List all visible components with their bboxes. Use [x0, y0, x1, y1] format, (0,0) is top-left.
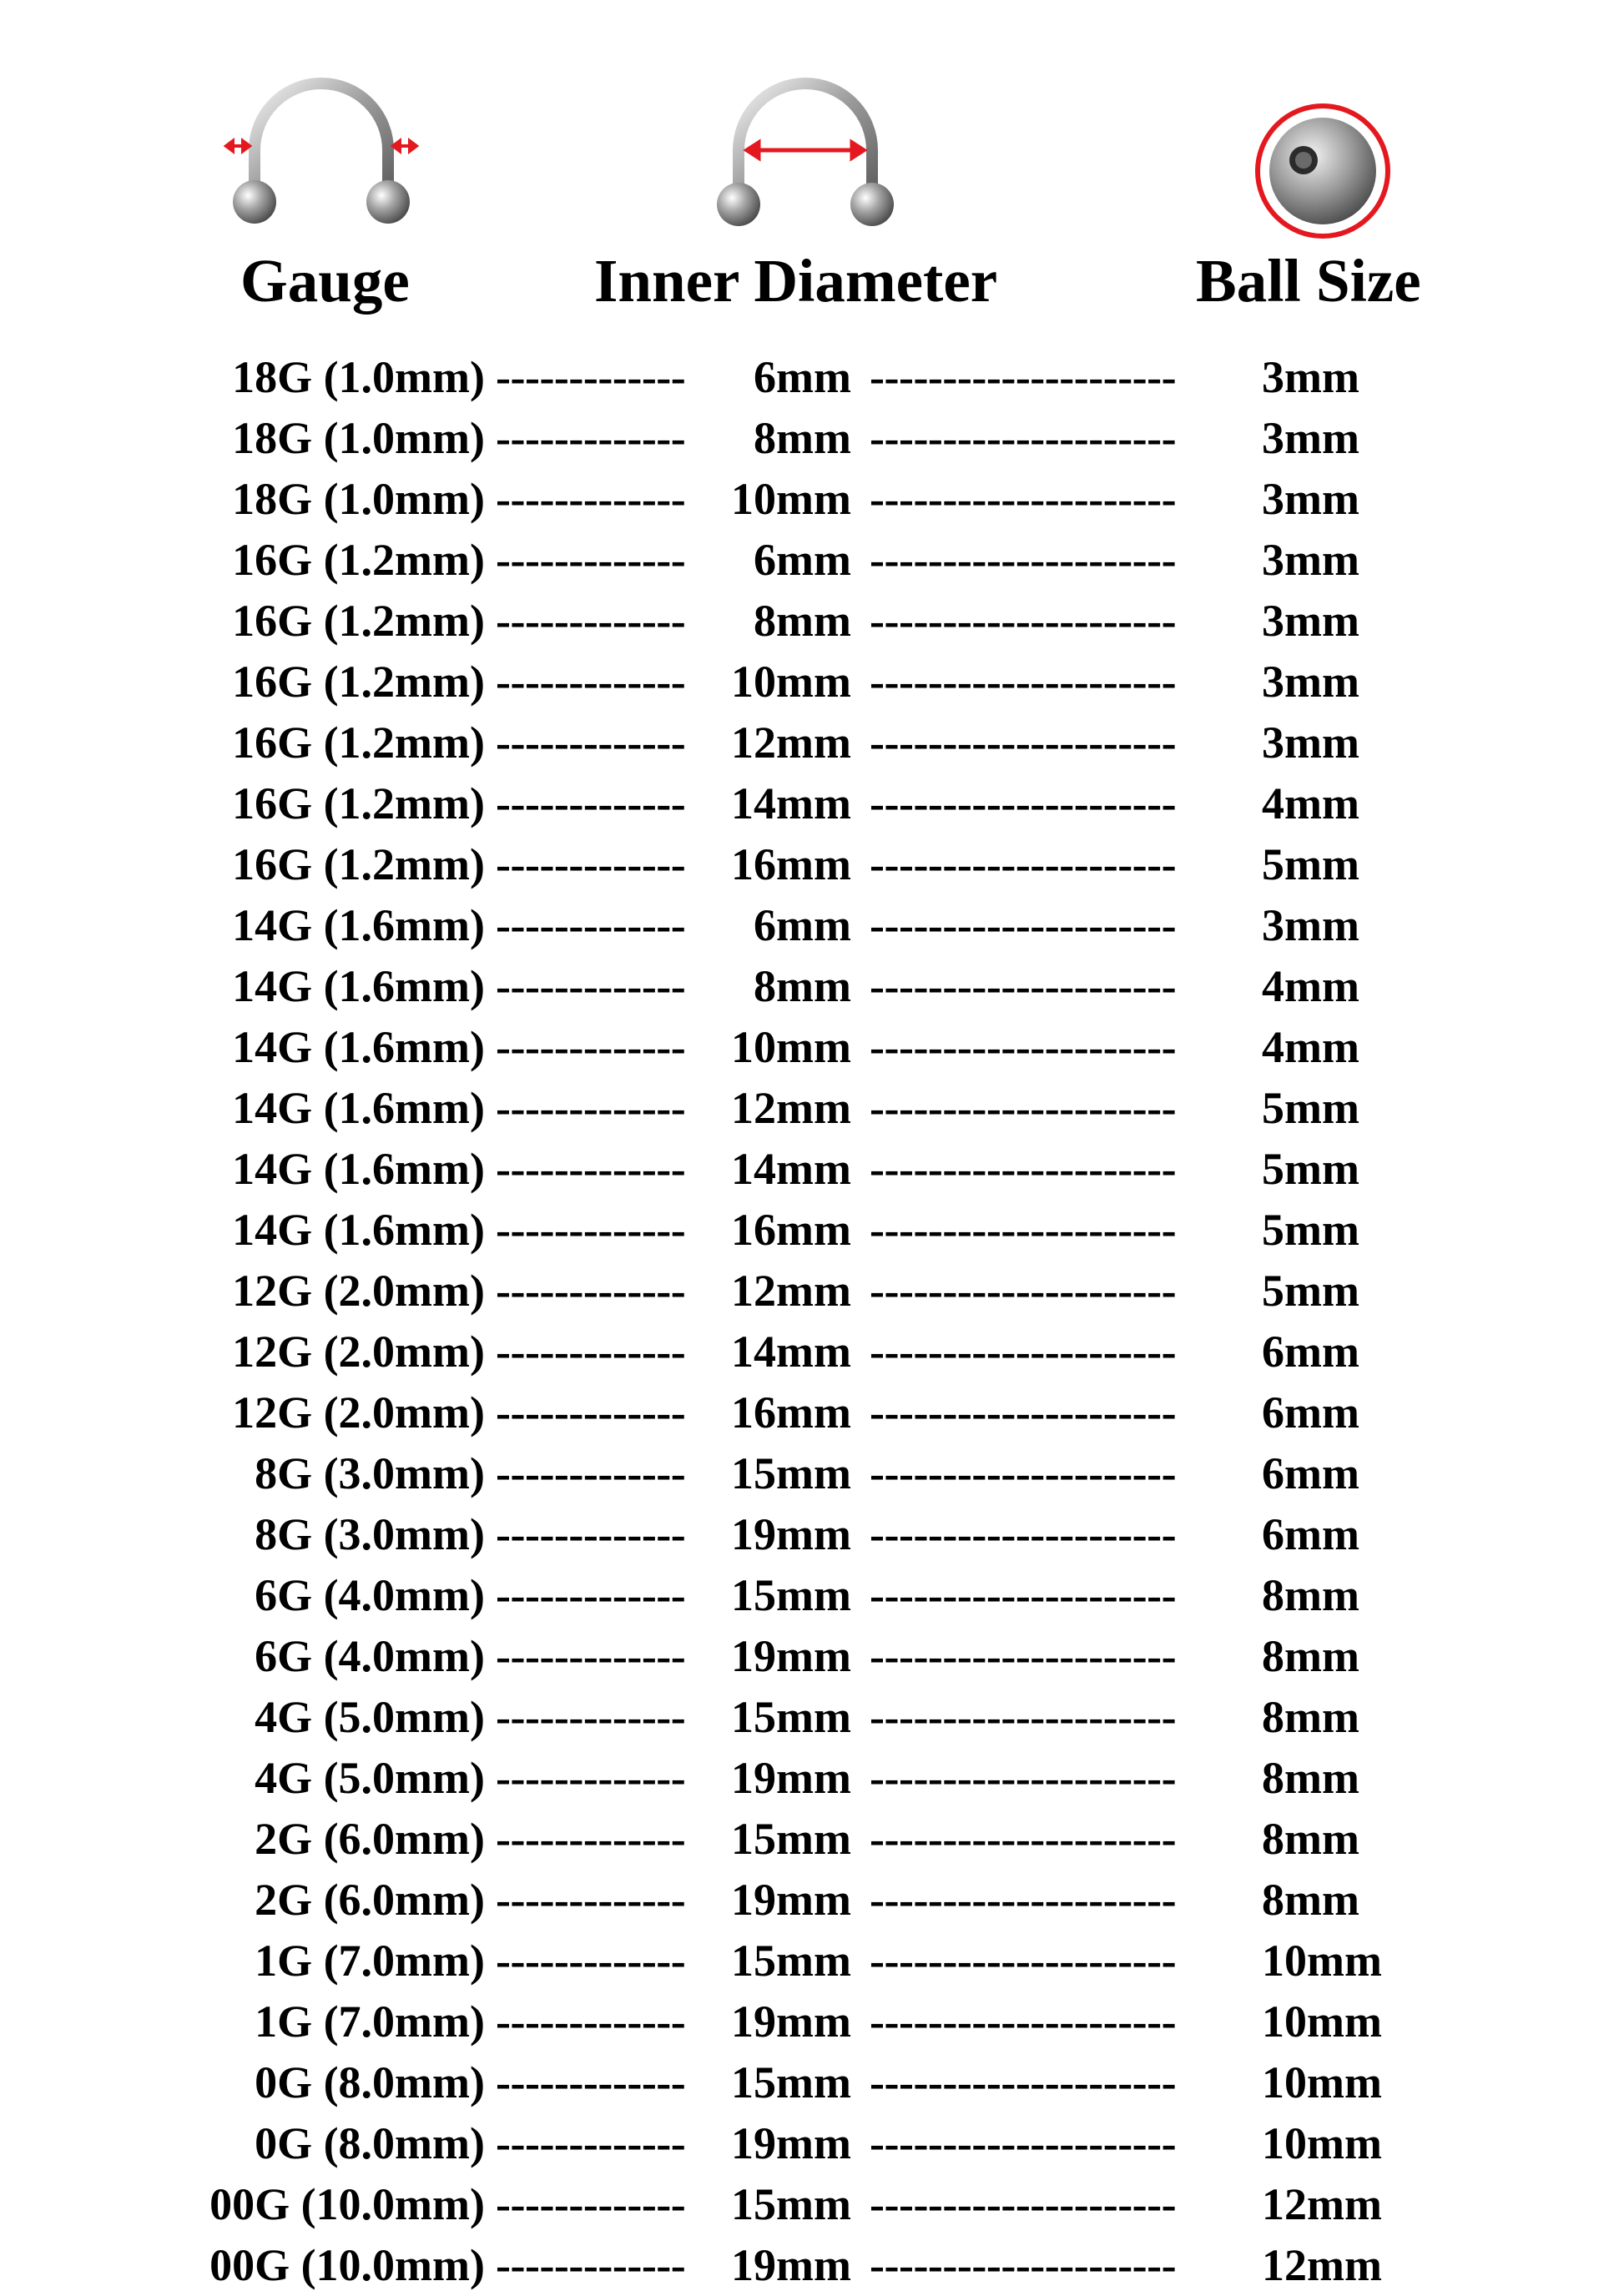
horseshoe-ring-inner-diameter-icon [705, 67, 905, 250]
size-row [0, 895, 1624, 956]
dash-separator: ------------- [496, 1753, 686, 1803]
ball-size-value: 10mm [1262, 2118, 1382, 2168]
ball-size-value: 3mm [1262, 413, 1359, 463]
dash-separator: ------------- [496, 961, 686, 1011]
ball-size-value: 5mm [1262, 1205, 1359, 1255]
ball-size-value: 5mm [1262, 1083, 1359, 1133]
dash-separator: ------------- [496, 535, 686, 585]
gauge-value: 14G (1.6mm) [232, 900, 485, 950]
size-row [0, 1870, 1624, 1931]
ball-size-value: 4mm [1262, 1022, 1359, 1072]
size-row [0, 408, 1624, 469]
ball-size-value: 3mm [1262, 718, 1359, 768]
dash-separator: --------------------- [870, 2057, 1177, 2107]
gauge-value: 6G (4.0mm) [255, 1631, 485, 1681]
dash-separator: ------------- [496, 1022, 686, 1072]
gauge-value: 12G (2.0mm) [232, 1327, 485, 1377]
ball-size-value: 4mm [1262, 961, 1359, 1011]
size-row [0, 652, 1624, 712]
ball-size-value: 10mm [1262, 1996, 1382, 2047]
gauge-value: 6G (4.0mm) [255, 1570, 485, 1620]
ball-size-value: 10mm [1262, 2057, 1382, 2107]
dash-separator: --------------------- [870, 657, 1177, 707]
dash-separator: --------------------- [870, 1266, 1177, 1316]
gauge-value: 16G (1.2mm) [232, 657, 485, 707]
ball-size-value: 4mm [1262, 778, 1359, 828]
inner-diameter-value: 19mm [731, 1875, 851, 1925]
inner-diameter-value: 15mm [731, 1692, 851, 1742]
ball-size-value: 12mm [1262, 2240, 1382, 2290]
dash-separator: ------------- [496, 1448, 686, 1498]
inner-diameter-value: 16mm [731, 1205, 851, 1255]
dash-separator: ------------- [496, 474, 686, 524]
gauge-value: 00G (10.0mm) [209, 2179, 485, 2229]
inner-diameter-value: 8mm [754, 596, 851, 646]
dash-separator: ------------- [496, 1144, 686, 1194]
dash-separator: ------------- [496, 718, 686, 768]
ball-size-header: Ball Size [1196, 247, 1421, 315]
inner-diameter-value: 16mm [731, 839, 851, 889]
size-row [0, 2113, 1624, 2174]
inner-diameter-value: 15mm [731, 1814, 851, 1864]
gauge-value: 2G (6.0mm) [255, 1814, 485, 1864]
gauge-value: 2G (6.0mm) [255, 1875, 485, 1925]
dash-separator: ------------- [496, 1875, 686, 1925]
size-row [0, 1200, 1624, 1261]
gauge-value: 14G (1.6mm) [232, 1144, 485, 1194]
dash-separator: --------------------- [870, 1936, 1177, 1986]
inner-diameter-value: 15mm [731, 1936, 851, 1986]
ball-size-value: 8mm [1262, 1814, 1359, 1864]
gauge-value: 16G (1.2mm) [232, 839, 485, 889]
size-row [0, 1322, 1624, 1382]
size-row [0, 2235, 1624, 2296]
size-row [0, 1139, 1624, 1200]
inner-diameter-value: 12mm [731, 1083, 851, 1133]
gauge-value: 16G (1.2mm) [232, 778, 485, 828]
dash-separator: --------------------- [870, 1144, 1177, 1194]
dash-separator: --------------------- [870, 1753, 1177, 1803]
gauge-value: 16G (1.2mm) [232, 596, 485, 646]
gauge-value: 0G (8.0mm) [255, 2118, 485, 2168]
gauge-value: 14G (1.6mm) [232, 1022, 485, 1072]
inner-diameter-value: 16mm [731, 1387, 851, 1438]
inner-diameter-value: 12mm [731, 1266, 851, 1316]
dash-separator: ------------- [496, 2179, 686, 2229]
size-row [0, 1261, 1624, 1322]
size-row [0, 347, 1624, 408]
dash-separator: ------------- [496, 1996, 686, 2047]
dash-separator: ------------- [496, 778, 686, 828]
size-row [0, 591, 1624, 652]
size-row [0, 530, 1624, 591]
gauge-value: 14G (1.6mm) [232, 1083, 485, 1133]
dash-separator: ------------- [496, 900, 686, 950]
gauge-value: 8G (3.0mm) [255, 1448, 485, 1498]
inner-diameter-value: 15mm [731, 1570, 851, 1620]
dash-separator: --------------------- [870, 1205, 1177, 1255]
inner-diameter-value: 19mm [731, 1753, 851, 1803]
dash-separator: ------------- [496, 352, 686, 402]
gauge-value: 18G (1.0mm) [232, 413, 485, 463]
dash-separator: ------------- [496, 657, 686, 707]
gauge-value: 16G (1.2mm) [232, 718, 485, 768]
dash-separator: --------------------- [870, 1509, 1177, 1559]
dash-separator: ------------- [496, 1936, 686, 1986]
size-row [0, 956, 1624, 1017]
gauge-value: 4G (5.0mm) [255, 1753, 485, 1803]
gauge-value: 12G (2.0mm) [232, 1387, 485, 1438]
inner-diameter-value: 19mm [731, 2240, 851, 2290]
inner-diameter-value: 15mm [731, 2179, 851, 2229]
ball-size-value: 5mm [1262, 1144, 1359, 1194]
ball-size-value: 8mm [1262, 1875, 1359, 1925]
gauge-header: Gauge [240, 247, 410, 315]
dash-separator: --------------------- [870, 1083, 1177, 1133]
gauge-value: 1G (7.0mm) [255, 1936, 485, 1986]
size-row [0, 2174, 1624, 2235]
ball-size-value: 8mm [1262, 1631, 1359, 1681]
size-row [0, 1565, 1624, 1626]
gauge-value: 18G (1.0mm) [232, 474, 485, 524]
ball-size-value: 8mm [1262, 1753, 1359, 1803]
horseshoe-ring-gauge-icon [221, 58, 421, 250]
dash-separator: --------------------- [870, 2240, 1177, 2290]
size-row [0, 773, 1624, 834]
dash-separator: --------------------- [870, 596, 1177, 646]
size-row [0, 1382, 1624, 1443]
size-row [0, 1748, 1624, 1809]
inner-diameter-value: 19mm [731, 1996, 851, 2047]
dash-separator: ------------- [496, 1631, 686, 1681]
dash-separator: --------------------- [870, 1814, 1177, 1864]
dash-separator: --------------------- [870, 1022, 1177, 1072]
dash-separator: ------------- [496, 1509, 686, 1559]
size-row [0, 1504, 1624, 1565]
ball-size-value: 8mm [1262, 1692, 1359, 1742]
dash-separator: ------------- [496, 839, 686, 889]
dash-separator: --------------------- [870, 900, 1177, 950]
size-row [0, 2052, 1624, 2113]
gauge-value: 14G (1.6mm) [232, 961, 485, 1011]
gauge-value: 0G (8.0mm) [255, 2057, 485, 2107]
ball-size-value: 8mm [1262, 1570, 1359, 1620]
ball-size-value: 6mm [1262, 1448, 1359, 1498]
size-row [0, 1687, 1624, 1748]
size-row [0, 469, 1624, 530]
size-chart-table [0, 347, 1624, 2296]
inner-diameter-value: 19mm [731, 1509, 851, 1559]
inner-diameter-value: 19mm [731, 1631, 851, 1681]
size-row [0, 1017, 1624, 1078]
inner-diameter-value: 8mm [754, 961, 851, 1011]
dash-separator: --------------------- [870, 839, 1177, 889]
dash-separator: --------------------- [870, 2118, 1177, 2168]
ball-size-value: 3mm [1262, 657, 1359, 707]
gauge-value: 16G (1.2mm) [232, 535, 485, 585]
ball-size-value: 10mm [1262, 1936, 1382, 1986]
size-row [0, 1991, 1624, 2052]
dash-separator: --------------------- [870, 1875, 1177, 1925]
ball-size-value: 3mm [1262, 535, 1359, 585]
inner-diameter-value: 6mm [754, 900, 851, 950]
dash-separator: --------------------- [870, 535, 1177, 585]
inner-diameter-header: Inner Diameter [594, 247, 998, 315]
size-row [0, 1809, 1624, 1870]
dash-separator: --------------------- [870, 778, 1177, 828]
gauge-value: 4G (5.0mm) [255, 1692, 485, 1742]
dash-separator: --------------------- [870, 1570, 1177, 1620]
dash-separator: ------------- [496, 2057, 686, 2107]
inner-diameter-value: 19mm [731, 2118, 851, 2168]
size-row [0, 1931, 1624, 1991]
ball-size-value: 5mm [1262, 1266, 1359, 1316]
dash-separator: --------------------- [870, 1631, 1177, 1681]
ball-size-value: 6mm [1262, 1509, 1359, 1559]
dash-separator: --------------------- [870, 1996, 1177, 2047]
dash-separator: ------------- [496, 1692, 686, 1742]
inner-diameter-value: 10mm [731, 1022, 851, 1072]
inner-diameter-value: 14mm [731, 778, 851, 828]
ball-size-value: 12mm [1262, 2179, 1382, 2229]
ball-size-value: 3mm [1262, 900, 1359, 950]
dash-separator: ------------- [496, 2118, 686, 2168]
size-row [0, 1626, 1624, 1687]
dash-separator: ------------- [496, 1205, 686, 1255]
dash-separator: --------------------- [870, 1448, 1177, 1498]
inner-diameter-value: 10mm [731, 474, 851, 524]
dash-separator: --------------------- [870, 1387, 1177, 1438]
dash-separator: --------------------- [870, 413, 1177, 463]
dash-separator: ------------- [496, 596, 686, 646]
ball-size-value: 5mm [1262, 839, 1359, 889]
inner-diameter-value: 14mm [731, 1144, 851, 1194]
gauge-value: 8G (3.0mm) [255, 1509, 485, 1559]
ball-size-icon [1252, 100, 1394, 242]
inner-diameter-value: 15mm [731, 2057, 851, 2107]
dash-separator: ------------- [496, 1327, 686, 1377]
inner-diameter-value: 8mm [754, 413, 851, 463]
inner-diameter-value: 12mm [731, 718, 851, 768]
dash-separator: --------------------- [870, 1327, 1177, 1377]
gauge-value: 18G (1.0mm) [232, 352, 485, 402]
size-row [0, 1443, 1624, 1504]
inner-diameter-value: 10mm [731, 657, 851, 707]
ball-size-value: 3mm [1262, 474, 1359, 524]
dash-separator: ------------- [496, 1570, 686, 1620]
inner-diameter-value: 6mm [754, 535, 851, 585]
inner-diameter-value: 15mm [731, 1448, 851, 1498]
dash-separator: ------------- [496, 1083, 686, 1133]
dash-separator: --------------------- [870, 1692, 1177, 1742]
size-row [0, 1078, 1624, 1139]
dash-separator: --------------------- [870, 961, 1177, 1011]
inner-diameter-value: 6mm [754, 352, 851, 402]
ball-size-value: 6mm [1262, 1327, 1359, 1377]
gauge-value: 12G (2.0mm) [232, 1266, 485, 1316]
dash-separator: ------------- [496, 1266, 686, 1316]
dash-separator: ------------- [496, 1814, 686, 1864]
gauge-value: 14G (1.6mm) [232, 1205, 485, 1255]
ball-size-value: 3mm [1262, 352, 1359, 402]
dash-separator: --------------------- [870, 718, 1177, 768]
size-row [0, 712, 1624, 773]
dash-separator: ------------- [496, 413, 686, 463]
dash-separator: --------------------- [870, 474, 1177, 524]
ball-size-value: 6mm [1262, 1387, 1359, 1438]
gauge-value: 1G (7.0mm) [255, 1996, 485, 2047]
gauge-value: 00G (10.0mm) [209, 2240, 485, 2290]
dash-separator: --------------------- [870, 352, 1177, 402]
ball-size-value: 3mm [1262, 596, 1359, 646]
dash-separator: ------------- [496, 1387, 686, 1438]
dash-separator: ------------- [496, 2240, 686, 2290]
size-row [0, 834, 1624, 895]
dash-separator: --------------------- [870, 2179, 1177, 2229]
inner-diameter-value: 14mm [731, 1327, 851, 1377]
